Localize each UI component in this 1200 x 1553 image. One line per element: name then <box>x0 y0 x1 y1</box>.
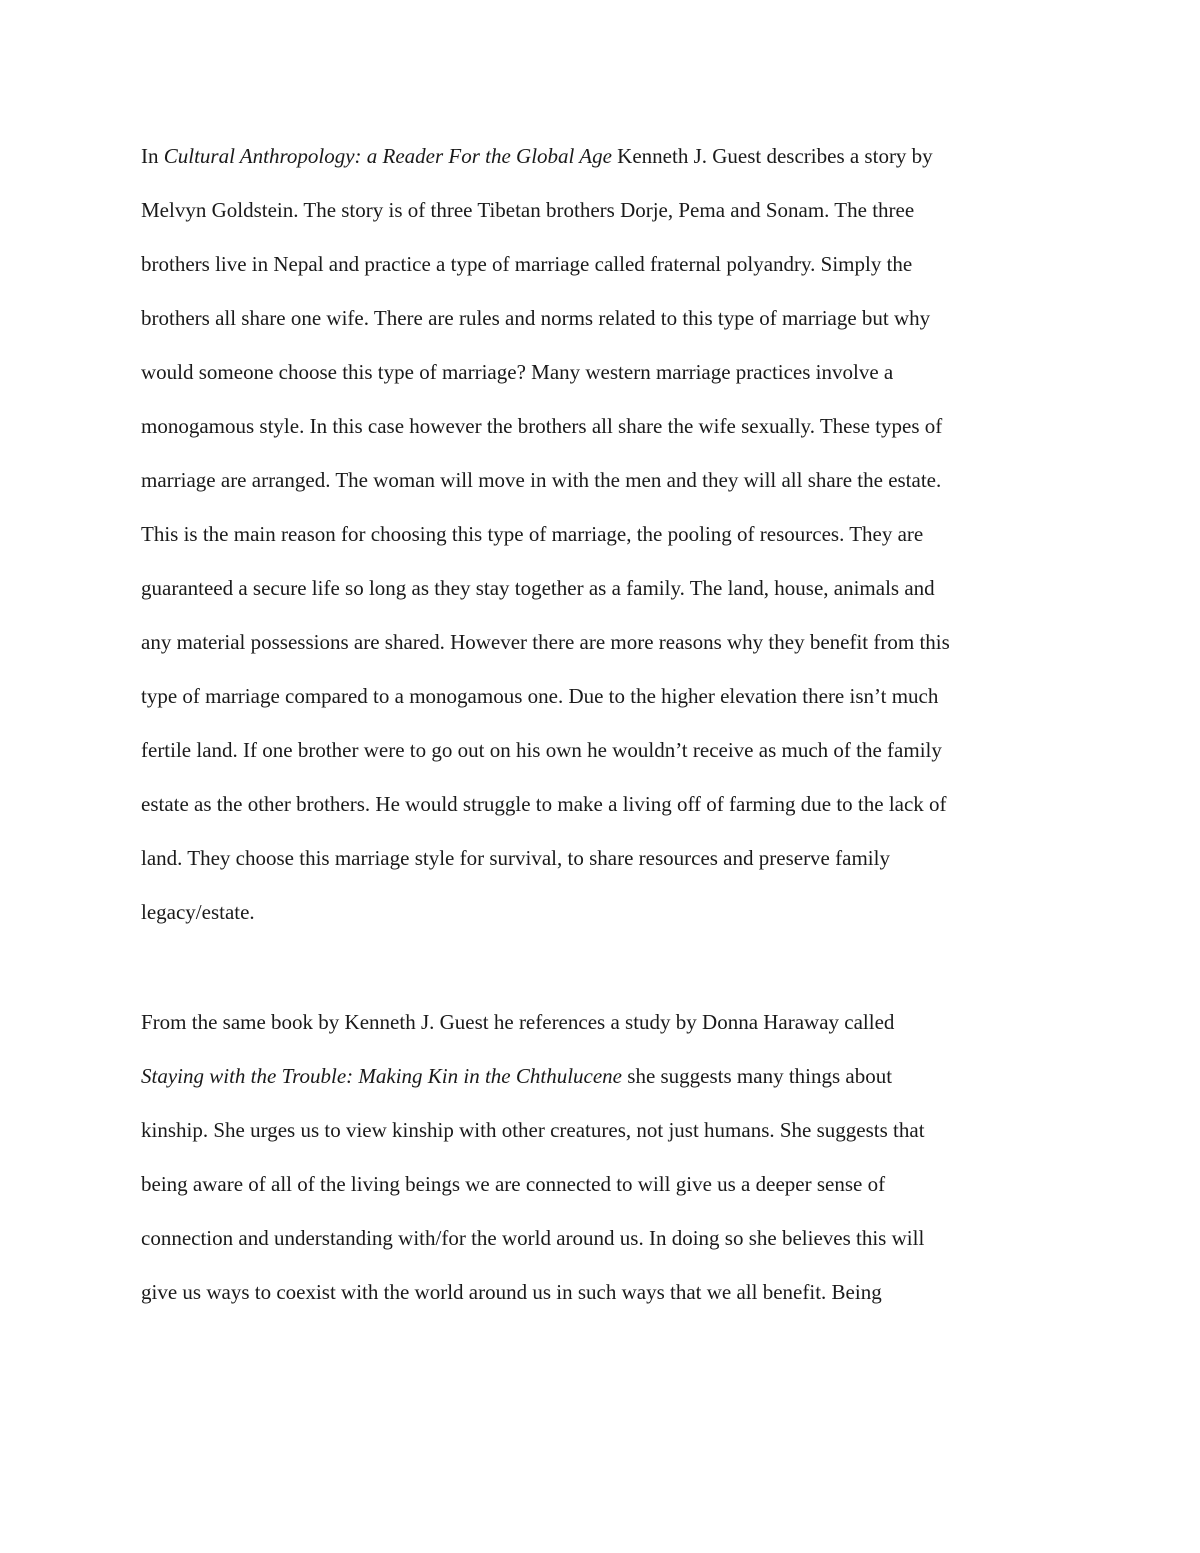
text-line: kinship. She urges us to view kinship with other creatures, not just humans. She suggests that <box>141 1118 925 1142</box>
text-line: brothers all share one wife. There are rules and norms related to this type of marriage but why <box>141 306 931 330</box>
text-line: would someone choose this type of marriage? Many western marriage practices involve a <box>141 360 894 384</box>
text-line: This is the main reason for choosing this type of marriage, the pooling of resources. They are <box>141 522 924 546</box>
text-line: brothers live in Nepal and practice a type of marriage called fraternal polyandry. Simply the <box>141 252 913 276</box>
text-line: marriage are arranged. The woman will move in with the men and they will all share the estate. <box>141 468 942 492</box>
text-line: give us ways to coexist with the world around us in such ways that we all benefit. Being <box>141 1280 882 1304</box>
text-line: fertile land. If one brother were to go out on his own he wouldn’t receive as much of the family <box>141 738 942 762</box>
book-title: Cultural Anthropology: a Reader For the Global Age <box>163 144 612 168</box>
text-line: any material possessions are shared. However there are more reasons why they benefit from this <box>141 630 950 654</box>
text-line: Melvyn Goldstein. The story is of three Tibetan brothers Dorje, Pema and Sonam. The three <box>141 198 915 222</box>
text-line: From the same book by Kenneth J. Guest he references a study by Donna Haraway called <box>141 1010 895 1034</box>
paragraph-1 <box>141 129 1061 939</box>
text-line: being aware of all of the living beings we are connected to will give us a deeper sense of <box>141 1172 886 1196</box>
text-line: legacy/estate. <box>141 900 255 924</box>
text-line: type of marriage compared to a monogamous one. Due to the higher elevation there isn’t much <box>141 684 939 708</box>
text-line: estate as the other brothers. He would struggle to make a living off of farming due to the lack of <box>141 792 947 816</box>
text-line: In Cultural Anthropology: a Reader For the Global Age Kenneth J. Guest describes a story by <box>141 144 933 168</box>
text-line: guaranteed a secure life so long as they stay together as a family. The land, house, animals and <box>141 576 935 600</box>
book-title: Staying with the Trouble: Making Kin in the Chthulucene <box>141 1064 623 1088</box>
text-line: connection and understanding with/for the world around us. In doing so she believes this will <box>141 1226 925 1250</box>
paragraph-2 <box>141 995 1061 1319</box>
text-line: Staying with the Trouble: Making Kin in the Chthulucene she suggests many things about <box>141 1064 893 1088</box>
text-line: monogamous style. In this case however the brothers all share the wife sexually. These types of <box>141 414 943 438</box>
text-line: land. They choose this marriage style for survival, to share resources and preserve family <box>141 846 890 870</box>
